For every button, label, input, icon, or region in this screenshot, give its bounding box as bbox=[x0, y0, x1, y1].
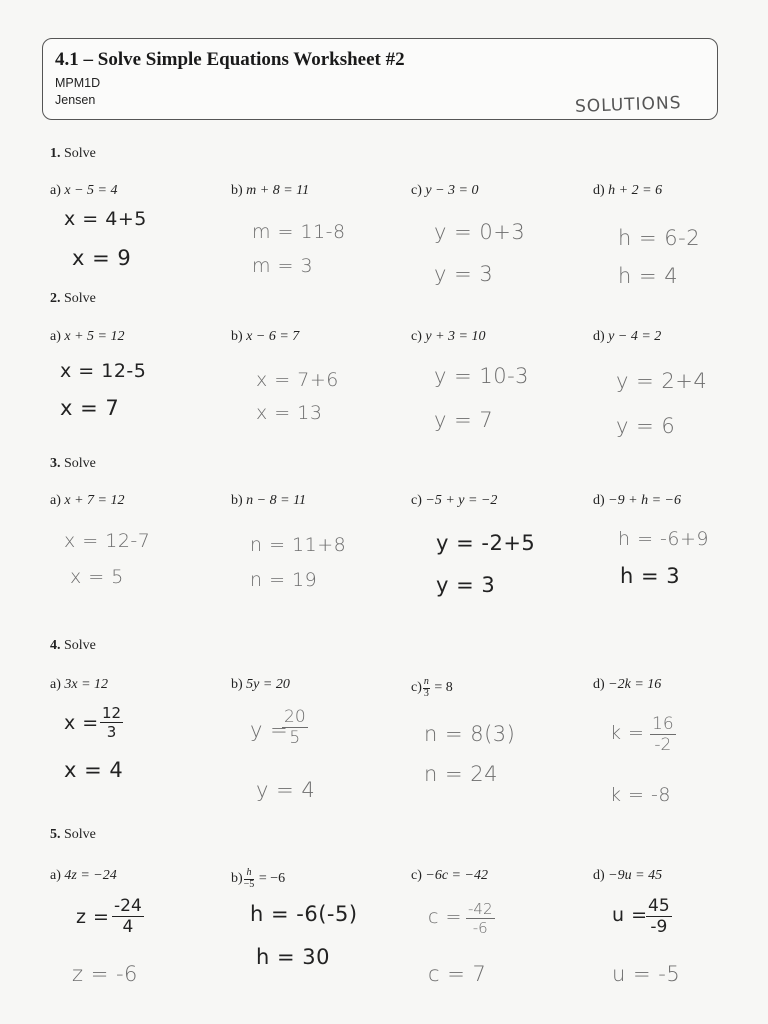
work-3b-answer: n = 19 bbox=[250, 569, 318, 591]
work-4c-step1: n = 8(3) bbox=[424, 722, 516, 746]
work-5c-fraction: $\frac{-42}{-6}$ bbox=[468, 900, 493, 937]
work-2b-answer: x = 13 bbox=[256, 402, 323, 424]
work-5b-answer: h = 30 bbox=[256, 945, 330, 969]
work-2c-step1: y = 10-3 bbox=[434, 364, 530, 388]
work-4a-lhs: x = bbox=[64, 712, 99, 734]
section-4-heading: 4. Solve bbox=[50, 638, 96, 653]
work-1d-step1: h = 6-2 bbox=[618, 226, 701, 250]
problem-5b: b) $\frac{h}{-5}$ = −6 bbox=[231, 867, 286, 890]
work-5d-fraction: $\frac{45}{-9}$ bbox=[648, 896, 670, 938]
work-5a-fraction: $\frac{-24}{4}$ bbox=[114, 896, 142, 938]
section-2-heading: 2. Solve bbox=[50, 291, 96, 306]
work-5b-step1: h = -6(-5) bbox=[250, 902, 358, 926]
work-2c-answer: y = 7 bbox=[434, 408, 494, 432]
problem-3c: c) −5 + y = −2 bbox=[411, 493, 498, 508]
work-1c-answer: y = 3 bbox=[434, 262, 494, 286]
work-3d-answer: h = 3 bbox=[620, 564, 681, 588]
work-3d-step1: h = -6+9 bbox=[618, 528, 709, 550]
section-3-heading: 3. Solve bbox=[50, 456, 96, 471]
work-1d-answer: h = 4 bbox=[618, 264, 679, 288]
work-3c-answer: y = 3 bbox=[436, 573, 496, 597]
work-1a-step1: x = 4+5 bbox=[64, 208, 147, 230]
problem-2b: b) x − 6 = 7 bbox=[231, 329, 300, 344]
work-2a-answer: x = 7 bbox=[60, 396, 120, 420]
problem-2a: a) x + 5 = 12 bbox=[50, 329, 125, 344]
work-5d-answer: u = -5 bbox=[612, 962, 681, 986]
work-3b-step1: n = 11+8 bbox=[250, 534, 347, 556]
work-2a-step1: x = 12-5 bbox=[60, 360, 147, 382]
work-3c-step1: y = -2+5 bbox=[436, 531, 536, 555]
problem-1a: a) x − 5 = 4 bbox=[50, 183, 118, 198]
work-1c-step1: y = 0+3 bbox=[434, 220, 526, 244]
work-2b-step1: x = 7+6 bbox=[256, 369, 339, 391]
worksheet-title: 4.1 – Solve Simple Equations Worksheet #2 bbox=[55, 49, 405, 70]
problem-3a: a) x + 7 = 12 bbox=[50, 493, 125, 508]
section-5-heading: 5. Solve bbox=[50, 827, 96, 842]
problem-4c: c) $\frac{n}{3}$ = 8 bbox=[411, 676, 453, 699]
problem-4b: b) 5y = 20 bbox=[231, 677, 290, 692]
work-4c-answer: n = 24 bbox=[424, 762, 498, 786]
work-5c-lhs: c = bbox=[428, 906, 462, 928]
work-4a-answer: x = 4 bbox=[64, 758, 124, 782]
work-2d-step1: y = 2+4 bbox=[616, 369, 708, 393]
work-3a-step1: x = 12-7 bbox=[64, 530, 151, 552]
work-4d-lhs: k = bbox=[610, 722, 645, 744]
work-4b-lhs: y = bbox=[250, 718, 289, 742]
work-5a-answer: z = -6 bbox=[72, 962, 138, 986]
problem-1b: b) m + 8 = 11 bbox=[231, 183, 310, 198]
problem-1c: c) y − 3 = 0 bbox=[411, 183, 479, 198]
worksheet-header bbox=[42, 38, 718, 120]
problem-3d: d) −9 + h = −6 bbox=[593, 493, 681, 508]
section-1-heading: 1. Solve bbox=[50, 146, 96, 161]
work-4b-fraction: $\frac{20}{5}$ bbox=[284, 707, 306, 749]
teacher-name: Jensen bbox=[55, 93, 96, 107]
course-code: MPM1D bbox=[55, 76, 101, 90]
work-4d-answer: k = -8 bbox=[610, 784, 671, 806]
solutions-stamp: SOLUTIONS bbox=[574, 93, 682, 117]
work-4a-fraction: $\frac{12}{3}$ bbox=[102, 704, 122, 741]
problem-2d: d) y − 4 = 2 bbox=[593, 329, 662, 344]
problem-5a: a) 4z = −24 bbox=[50, 868, 117, 883]
problem-1d: d) h + 2 = 6 bbox=[593, 183, 663, 198]
problem-5c: c) −6c = −42 bbox=[411, 868, 488, 883]
problem-4d: d) −2k = 16 bbox=[593, 677, 662, 692]
work-3a-answer: x = 5 bbox=[70, 566, 124, 588]
problem-4a: a) 3x = 12 bbox=[50, 677, 109, 692]
problem-5d: d) −9u = 45 bbox=[593, 868, 663, 883]
work-1b-answer: m = 3 bbox=[252, 255, 314, 277]
work-1b-step1: m = 11-8 bbox=[252, 221, 346, 243]
problem-3b: b) n − 8 = 11 bbox=[231, 493, 307, 508]
work-4d-fraction: $\frac{16}{-2}$ bbox=[652, 714, 674, 756]
work-5d-lhs: u = bbox=[612, 904, 648, 926]
work-4b-answer: y = 4 bbox=[256, 778, 316, 802]
problem-2c: c) y + 3 = 10 bbox=[411, 329, 486, 344]
work-1a-answer: x = 9 bbox=[72, 246, 132, 270]
work-2d-answer: y = 6 bbox=[616, 414, 676, 438]
work-5a-lhs: z = bbox=[76, 906, 110, 928]
work-5c-answer: c = 7 bbox=[428, 962, 487, 986]
